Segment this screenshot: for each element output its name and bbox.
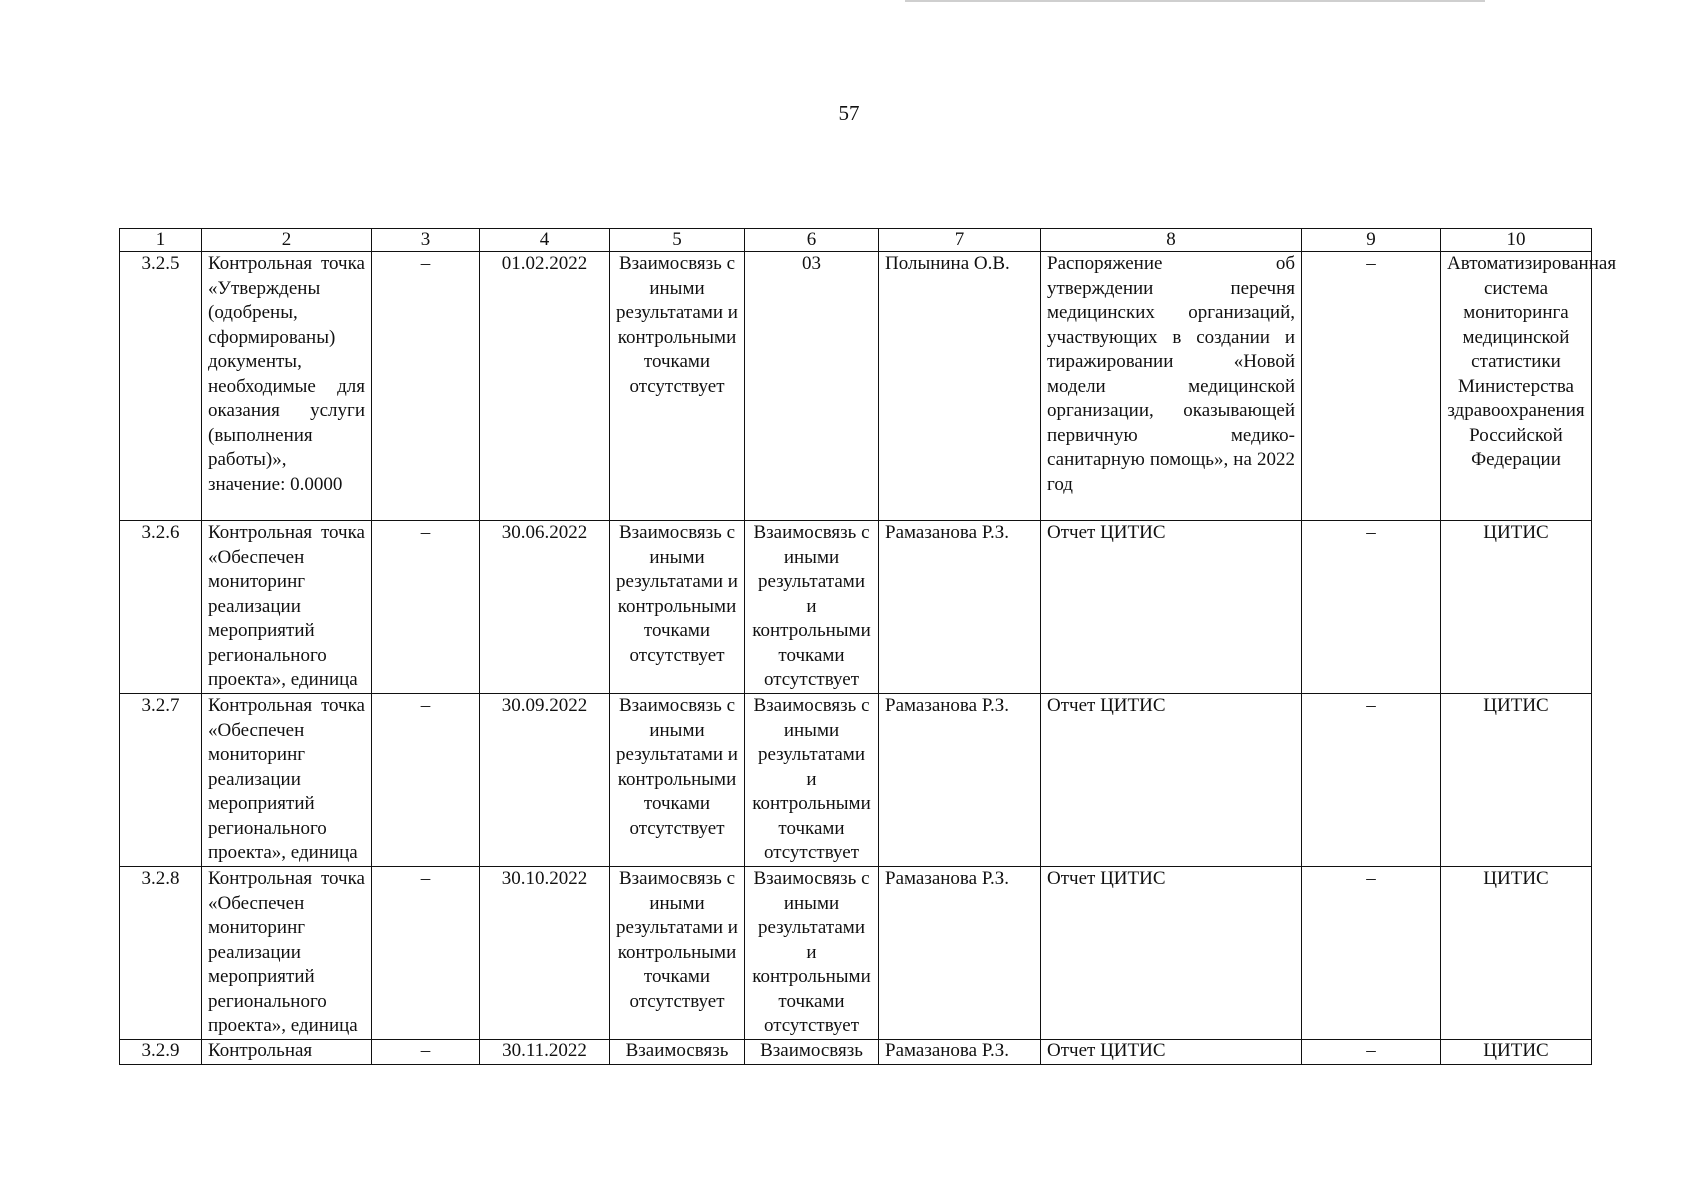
document-type: Отчет ЦИТИС xyxy=(1041,694,1302,867)
row-number: 3.2.5 xyxy=(120,252,202,521)
col3-value: – xyxy=(372,694,480,867)
header-cell: 4 xyxy=(480,229,610,252)
responsible-person: Полынина О.В. xyxy=(879,252,1041,521)
row-number: 3.2.9 xyxy=(120,1040,202,1065)
col9-value: – xyxy=(1302,1040,1441,1065)
control-point-name: Контрольная точка «Обеспечен мониторинг реализации мероприятий регионального проекта», единица xyxy=(202,867,372,1040)
deadline-date: 30.10.2022 xyxy=(480,867,610,1040)
table-row xyxy=(120,252,1592,521)
document-type: Отчет ЦИТИС xyxy=(1041,867,1302,1040)
info-system: ЦИТИС xyxy=(1441,867,1592,1040)
control-point-name: Контрольная точка «Обеспечен мониторинг реализации мероприятий регионального проекта», единица xyxy=(202,521,372,694)
col3-value: – xyxy=(372,1040,480,1065)
header-cell: 1 xyxy=(120,229,202,252)
row-number: 3.2.8 xyxy=(120,867,202,1040)
relation-text: Взаимосвязь с иными результатами и контрольными точками отсутствует xyxy=(745,694,879,867)
relation-text: Взаимосвязь с иными результатами и контрольными точками отсутствует xyxy=(745,867,879,1040)
control-point-name: Контрольная точка «Обеспечен мониторинг реализации мероприятий регионального проекта», единица xyxy=(202,694,372,867)
header-cell: 7 xyxy=(879,229,1041,252)
deadline-date: 30.09.2022 xyxy=(480,694,610,867)
info-system: ЦИТИС xyxy=(1441,1040,1592,1065)
relation-text: Взаимосвязь с иными результатами и контрольными точками отсутствует xyxy=(610,521,745,694)
col9-value: – xyxy=(1302,867,1441,1040)
header-cell: 9 xyxy=(1302,229,1441,252)
relation-text: Взаимосвязь с иными результатами и контрольными точками отсутствует xyxy=(610,252,745,521)
responsible-person: Рамазанова Р.З. xyxy=(879,867,1041,1040)
responsible-person: Рамазанова Р.З. xyxy=(879,1040,1041,1065)
relation-text: Взаимосвязь с иными результатами и контрольными точками отсутствует xyxy=(610,867,745,1040)
table-row xyxy=(120,521,1592,694)
row-number: 3.2.7 xyxy=(120,694,202,867)
top-scan-rule xyxy=(905,0,1485,2)
info-system: ЦИТИС xyxy=(1441,694,1592,867)
header-cell: 6 xyxy=(745,229,879,252)
control-point-name: Контрольная точка «Утверждены (одобрены, сформированы) документы, необходимые для оказания услуги (выполнения работы)», значение: 0.0000 xyxy=(202,252,372,521)
deadline-date: 30.11.2022 xyxy=(480,1040,610,1065)
responsible-person: Рамазанова Р.З. xyxy=(879,521,1041,694)
responsible-person: Рамазанова Р.З. xyxy=(879,694,1041,867)
deadline-date: 01.02.2022 xyxy=(480,252,610,521)
document-type: Отчет ЦИТИС xyxy=(1041,1040,1302,1065)
page-number: 57 xyxy=(838,101,860,125)
header-cell: 2 xyxy=(202,229,372,252)
row-number: 3.2.6 xyxy=(120,521,202,694)
col9-value: – xyxy=(1302,694,1441,867)
header-cell: 5 xyxy=(610,229,745,252)
info-system: ЦИТИС xyxy=(1441,521,1592,694)
table-row xyxy=(120,867,1592,1040)
control-point-name: Контрольная xyxy=(202,1040,372,1065)
relation-text: Взаимосвязь xyxy=(610,1040,745,1065)
col3-value: – xyxy=(372,521,480,694)
header-cell: 3 xyxy=(372,229,480,252)
col3-value: – xyxy=(372,867,480,1040)
relation-text: Взаимосвязь с иными результатами и контрольными точками отсутствует xyxy=(610,694,745,867)
relation-code: 03 xyxy=(745,252,879,521)
deadline-date: 30.06.2022 xyxy=(480,521,610,694)
col9-value: – xyxy=(1302,521,1441,694)
control-points-table xyxy=(119,228,1617,1065)
document-type: Распоряжение об утверждении перечня медицинских организаций, участвующих в создании и тиражировании «Новой модели медицинской организации, оказывающей первичную медико-санитарную помощь», на 2022 год xyxy=(1041,252,1302,521)
document-type: Отчет ЦИТИС xyxy=(1041,521,1302,694)
relation-text: Взаимосвязь с иными результатами и контрольными точками отсутствует xyxy=(745,521,879,694)
header-cell: 10 xyxy=(1441,229,1592,252)
relation-text: Взаимосвязь xyxy=(745,1040,879,1065)
col3-value: – xyxy=(372,252,480,521)
info-system: Автоматизированная система мониторинга медицинской статистики Министерства здравоохранения Российской Федерации xyxy=(1441,252,1592,521)
table-row xyxy=(120,694,1592,867)
header-cell: 8 xyxy=(1041,229,1302,252)
col9-value: – xyxy=(1302,252,1441,521)
header-row xyxy=(120,229,1592,252)
table-row xyxy=(120,1040,1592,1065)
